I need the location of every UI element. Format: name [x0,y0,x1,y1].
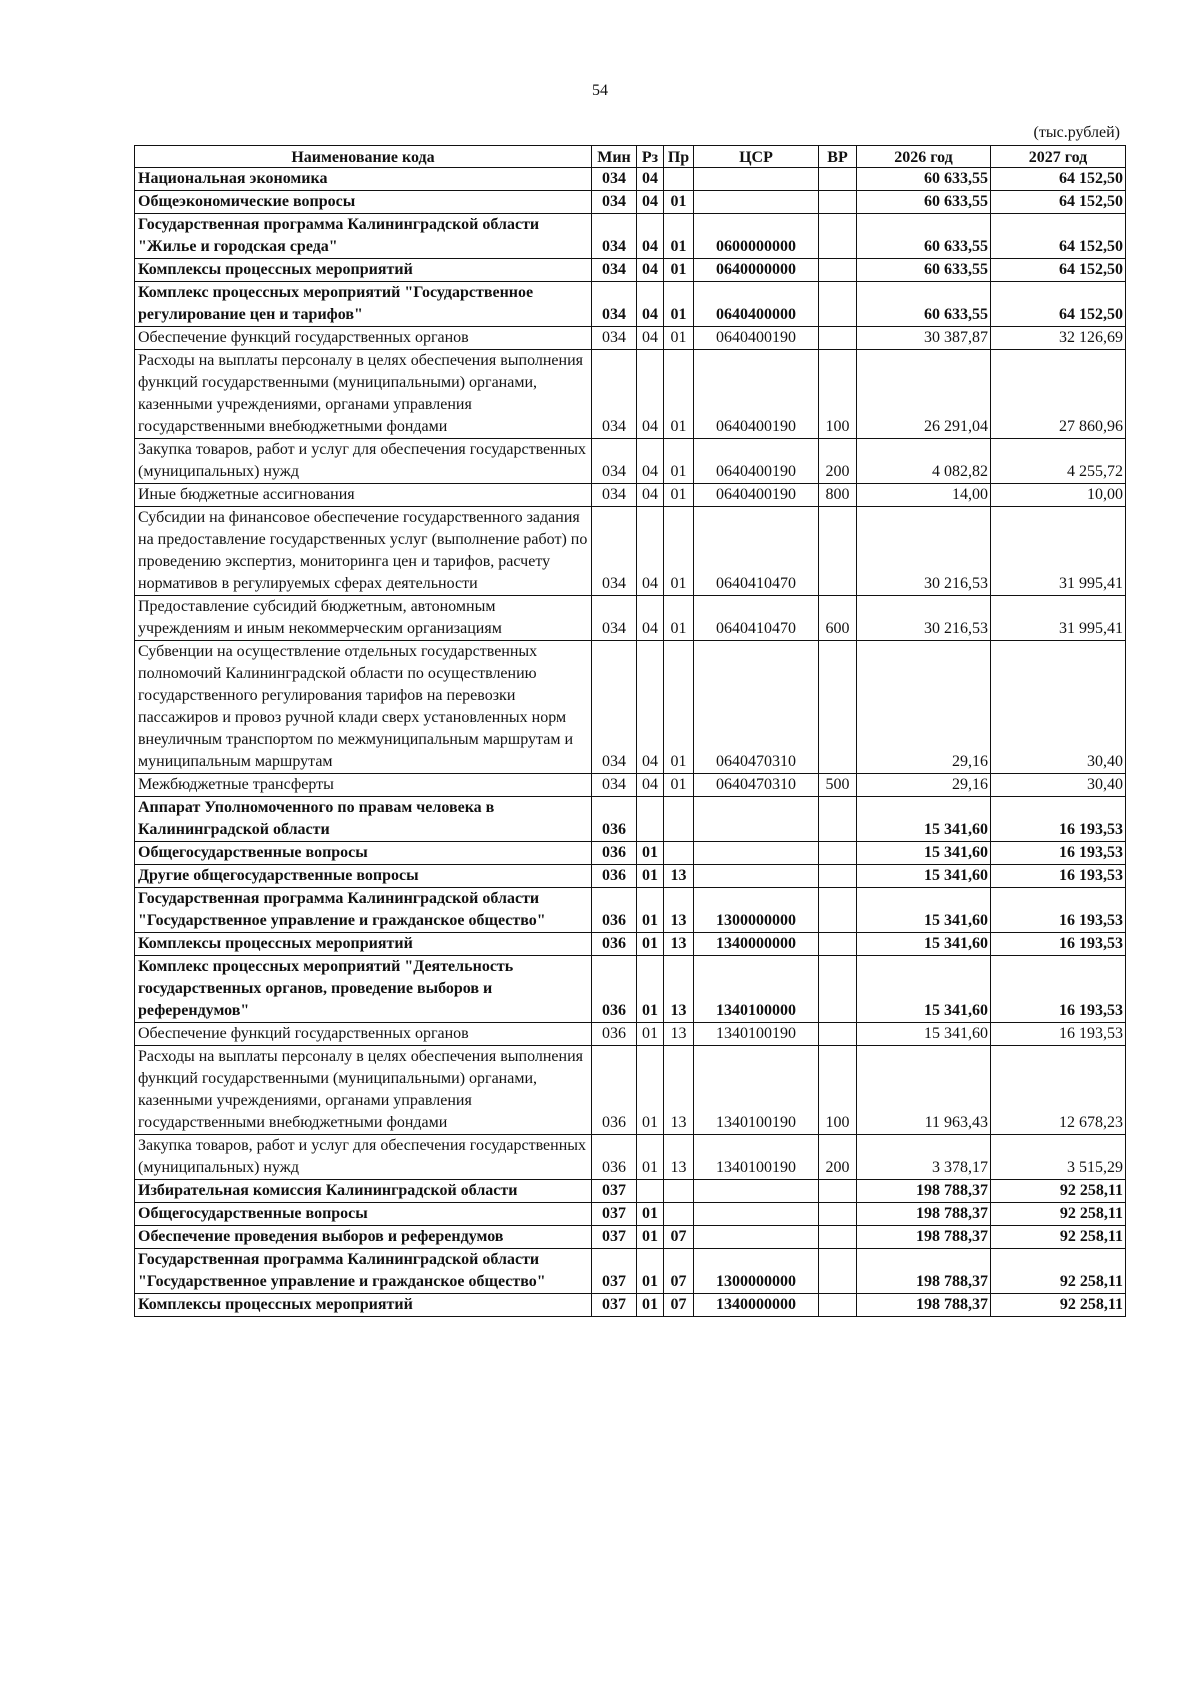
cell-csr: 0640400190 [694,484,819,507]
cell-2027: 16 193,53 [991,956,1126,1023]
cell-pr: 01 [664,484,694,507]
cell-rz: 01 [637,842,664,865]
cell-csr: 1340100000 [694,956,819,1023]
cell-2027: 92 258,11 [991,1180,1126,1203]
cell-min: 036 [592,1135,637,1180]
cell-name: Субсидии на финансовое обеспечение государственного задания на предоставление государственных услуг (выполнение работ) по проведению экспертиз, мониторинга цен и тарифов, расчету нормативов в регулируемых сферах деятельности [135,507,592,596]
cell-rz: 04 [637,484,664,507]
cell-vr [819,1023,857,1046]
cell-vr: 200 [819,439,857,484]
cell-csr [694,797,819,842]
cell-csr: 1300000000 [694,1249,819,1294]
table-body [135,168,1126,1317]
cell-rz: 04 [637,191,664,214]
cell-min: 036 [592,888,637,933]
cell-csr: 1340000000 [694,1294,819,1317]
table-row [135,596,1126,641]
cell-min: 034 [592,214,637,259]
cell-min: 037 [592,1180,637,1203]
table-row [135,350,1126,439]
cell-min: 036 [592,842,637,865]
cell-pr: 01 [664,439,694,484]
cell-rz: 04 [637,327,664,350]
table-row [135,641,1126,774]
cell-pr: 13 [664,956,694,1023]
cell-2027: 30,40 [991,641,1126,774]
cell-vr [819,507,857,596]
cell-min: 036 [592,1046,637,1135]
cell-name: Закупка товаров, работ и услуг для обеспечения государственных (муниципальных) нужд [135,1135,592,1180]
cell-rz: 01 [637,865,664,888]
cell-vr: 600 [819,596,857,641]
cell-csr: 1300000000 [694,888,819,933]
table-row [135,1203,1126,1226]
cell-2026: 3 378,17 [857,1135,991,1180]
table-row [135,1226,1126,1249]
cell-pr: 07 [664,1226,694,1249]
cell-vr [819,1294,857,1317]
table-row [135,1294,1126,1317]
cell-csr: 0640470310 [694,774,819,797]
cell-rz: 01 [637,1046,664,1135]
cell-pr: 13 [664,933,694,956]
cell-min: 037 [592,1226,637,1249]
cell-rz [637,797,664,842]
cell-pr: 01 [664,350,694,439]
cell-name: Государственная программа Калининградской области "Государственное управление и гражданское общество" [135,888,592,933]
cell-rz: 04 [637,596,664,641]
cell-pr: 13 [664,1135,694,1180]
cell-pr: 13 [664,1023,694,1046]
cell-csr: 0600000000 [694,214,819,259]
cell-name: Государственная программа Калининградской области "Жилье и городская среда" [135,214,592,259]
cell-2027: 3 515,29 [991,1135,1126,1180]
cell-2027: 16 193,53 [991,933,1126,956]
cell-rz: 01 [637,1249,664,1294]
cell-name: Иные бюджетные ассигнования [135,484,592,507]
cell-name: Аппарат Уполномоченного по правам человека в Калининградской области [135,797,592,842]
cell-rz: 01 [637,933,664,956]
cell-min: 034 [592,484,637,507]
table-row [135,168,1126,191]
cell-min: 036 [592,956,637,1023]
cell-2026: 30 216,53 [857,507,991,596]
cell-2027: 4 255,72 [991,439,1126,484]
cell-pr: 07 [664,1294,694,1317]
cell-2026: 60 633,55 [857,259,991,282]
cell-pr: 13 [664,1046,694,1135]
cell-rz: 04 [637,774,664,797]
cell-vr [819,282,857,327]
header-csr: ЦСР [694,146,819,168]
cell-csr [694,1226,819,1249]
cell-rz [637,1180,664,1203]
page-number: 54 [592,82,608,99]
cell-vr: 500 [819,774,857,797]
cell-name: Общегосударственные вопросы [135,1203,592,1226]
cell-csr: 0640400190 [694,350,819,439]
table-header-row [135,146,1126,168]
cell-vr [819,1203,857,1226]
table-row [135,774,1126,797]
table-row [135,439,1126,484]
cell-csr: 0640410470 [694,507,819,596]
cell-vr [819,888,857,933]
table-row [135,484,1126,507]
cell-name: Комплекс процессных мероприятий "Государственное регулирование цен и тарифов" [135,282,592,327]
cell-rz: 04 [637,507,664,596]
cell-2026: 15 341,60 [857,888,991,933]
cell-2026: 15 341,60 [857,842,991,865]
cell-min: 036 [592,865,637,888]
cell-vr [819,168,857,191]
cell-pr: 01 [664,214,694,259]
cell-name: Обеспечение функций государственных органов [135,1023,592,1046]
cell-2026: 198 788,37 [857,1249,991,1294]
cell-vr: 200 [819,1135,857,1180]
cell-min: 034 [592,596,637,641]
cell-2027: 16 193,53 [991,865,1126,888]
table-row [135,956,1126,1023]
cell-2026: 11 963,43 [857,1046,991,1135]
cell-2027: 31 995,41 [991,507,1126,596]
cell-2027: 32 126,69 [991,327,1126,350]
table-row [135,933,1126,956]
cell-min: 037 [592,1294,637,1317]
cell-pr [664,1180,694,1203]
cell-name: Обеспечение проведения выборов и референдумов [135,1226,592,1249]
cell-csr [694,865,819,888]
cell-rz: 01 [637,1023,664,1046]
cell-2027: 16 193,53 [991,842,1126,865]
cell-2026: 198 788,37 [857,1180,991,1203]
cell-vr [819,797,857,842]
cell-vr [819,259,857,282]
cell-name: Предоставление субсидий бюджетным, автономным учреждениям и иным некоммерческим организациям [135,596,592,641]
cell-csr [694,1203,819,1226]
cell-2026: 15 341,60 [857,797,991,842]
cell-2027: 92 258,11 [991,1203,1126,1226]
table-row [135,797,1126,842]
cell-name: Государственная программа Калининградской области "Государственное управление и гражданское общество" [135,1249,592,1294]
table-row [135,1046,1126,1135]
cell-2027: 64 152,50 [991,191,1126,214]
cell-2026: 4 082,82 [857,439,991,484]
header-pr: Пр [664,146,694,168]
cell-min: 034 [592,350,637,439]
cell-2027: 27 860,96 [991,350,1126,439]
cell-2027: 64 152,50 [991,168,1126,191]
cell-csr: 0640410470 [694,596,819,641]
cell-rz: 01 [637,1226,664,1249]
cell-min: 034 [592,191,637,214]
cell-rz: 04 [637,282,664,327]
cell-csr: 1340000000 [694,933,819,956]
cell-name: Общегосударственные вопросы [135,842,592,865]
cell-min: 034 [592,774,637,797]
cell-2026: 29,16 [857,641,991,774]
cell-2027: 16 193,53 [991,1023,1126,1046]
cell-2026: 60 633,55 [857,191,991,214]
cell-name: Другие общегосударственные вопросы [135,865,592,888]
table-row [135,888,1126,933]
cell-csr [694,191,819,214]
cell-csr [694,842,819,865]
cell-2027: 30,40 [991,774,1126,797]
cell-name: Закупка товаров, работ и услуг для обеспечения государственных (муниципальных) нужд [135,439,592,484]
cell-csr: 0640400190 [694,439,819,484]
cell-csr: 0640470310 [694,641,819,774]
cell-2027: 64 152,50 [991,214,1126,259]
cell-min: 034 [592,282,637,327]
cell-name: Общеэкономические вопросы [135,191,592,214]
units-label: (тыс.рублей) [1033,124,1120,141]
cell-min: 037 [592,1203,637,1226]
cell-name: Расходы на выплаты персоналу в целях обеспечения выполнения функций государственными (муниципальными) органами, казенными учреждениями, органами управления государственными внебюджетными фондами [135,350,592,439]
cell-min: 036 [592,933,637,956]
cell-min: 034 [592,259,637,282]
cell-vr [819,327,857,350]
cell-name: Обеспечение функций государственных органов [135,327,592,350]
cell-vr [819,1226,857,1249]
cell-csr: 1340100190 [694,1046,819,1135]
table-row [135,327,1126,350]
cell-pr [664,168,694,191]
cell-rz: 01 [637,888,664,933]
cell-vr: 100 [819,1046,857,1135]
cell-2027: 16 193,53 [991,888,1126,933]
cell-csr [694,1180,819,1203]
cell-csr: 0640000000 [694,259,819,282]
header-min: Мин [592,146,637,168]
cell-2026: 15 341,60 [857,1023,991,1046]
cell-csr [694,168,819,191]
header-2027: 2027 год [991,146,1126,168]
cell-min: 034 [592,507,637,596]
cell-vr [819,865,857,888]
cell-pr [664,797,694,842]
cell-name: Избирательная комиссия Калининградской области [135,1180,592,1203]
cell-2027: 12 678,23 [991,1046,1126,1135]
cell-rz: 01 [637,1135,664,1180]
budget-table [134,145,1126,1317]
cell-2026: 15 341,60 [857,956,991,1023]
cell-pr: 01 [664,596,694,641]
cell-min: 036 [592,1023,637,1046]
cell-2026: 14,00 [857,484,991,507]
cell-name: Комплекс процессных мероприятий "Деятельность государственных органов, проведение выборов и референдумов" [135,956,592,1023]
cell-2027: 31 995,41 [991,596,1126,641]
cell-2026: 15 341,60 [857,865,991,888]
table-row [135,842,1126,865]
header-vr: ВР [819,146,857,168]
cell-name: Национальная экономика [135,168,592,191]
cell-pr: 01 [664,507,694,596]
cell-rz: 04 [637,168,664,191]
cell-name: Комплексы процессных мероприятий [135,259,592,282]
cell-2027: 10,00 [991,484,1126,507]
cell-min: 034 [592,327,637,350]
cell-pr: 01 [664,774,694,797]
table-row [135,1249,1126,1294]
cell-2026: 15 341,60 [857,933,991,956]
cell-2027: 16 193,53 [991,797,1126,842]
table-row [135,214,1126,259]
cell-2026: 26 291,04 [857,350,991,439]
cell-rz: 04 [637,259,664,282]
cell-csr: 0640400190 [694,327,819,350]
cell-rz: 01 [637,1203,664,1226]
cell-2026: 60 633,55 [857,282,991,327]
cell-2026: 30 387,87 [857,327,991,350]
cell-min: 034 [592,641,637,774]
cell-min: 036 [592,797,637,842]
cell-csr: 0640400000 [694,282,819,327]
table-row [135,259,1126,282]
cell-2026: 29,16 [857,774,991,797]
cell-rz: 04 [637,641,664,774]
cell-2026: 198 788,37 [857,1294,991,1317]
table-row [135,1135,1126,1180]
header-rz: Рз [637,146,664,168]
cell-rz: 04 [637,214,664,259]
cell-rz: 01 [637,1294,664,1317]
cell-vr [819,842,857,865]
cell-2026: 60 633,55 [857,168,991,191]
cell-pr: 13 [664,865,694,888]
table-row [135,865,1126,888]
cell-2027: 92 258,11 [991,1294,1126,1317]
cell-name: Межбюджетные трансферты [135,774,592,797]
table-row [135,191,1126,214]
cell-pr: 01 [664,282,694,327]
cell-pr: 01 [664,259,694,282]
header-2026: 2026 год [857,146,991,168]
cell-vr [819,956,857,1023]
table-row [135,1180,1126,1203]
cell-name: Субвенции на осуществление отдельных государственных полномочий Калининградской области по осуществлению государственного регулирования тарифов на перевозки пассажиров и провоз ручной клади сверх установленных норм внеуличным транспортом по межмуниципальным маршрутам и муниципальным маршрутам [135,641,592,774]
cell-name: Расходы на выплаты персоналу в целях обеспечения выполнения функций государственными (муниципальными) органами, казенными учреждениями, органами управления государственными внебюджетными фондами [135,1046,592,1135]
cell-2027: 92 258,11 [991,1249,1126,1294]
cell-pr: 01 [664,327,694,350]
cell-2027: 64 152,50 [991,282,1126,327]
cell-vr: 100 [819,350,857,439]
table-row [135,1023,1126,1046]
cell-vr [819,1249,857,1294]
cell-vr [819,191,857,214]
cell-min: 034 [592,168,637,191]
cell-2027: 64 152,50 [991,259,1126,282]
cell-csr: 1340100190 [694,1135,819,1180]
cell-vr: 800 [819,484,857,507]
cell-vr [819,1180,857,1203]
table-row [135,282,1126,327]
cell-pr [664,842,694,865]
header-name: Наименование кода [135,146,592,168]
cell-vr [819,641,857,774]
cell-min: 037 [592,1249,637,1294]
cell-pr: 13 [664,888,694,933]
cell-2026: 30 216,53 [857,596,991,641]
cell-min: 034 [592,439,637,484]
cell-pr: 07 [664,1249,694,1294]
cell-vr [819,933,857,956]
cell-2026: 60 633,55 [857,214,991,259]
cell-rz: 04 [637,350,664,439]
cell-rz: 04 [637,439,664,484]
cell-pr [664,1203,694,1226]
cell-rz: 01 [637,956,664,1023]
cell-2027: 92 258,11 [991,1226,1126,1249]
cell-pr: 01 [664,191,694,214]
cell-2026: 198 788,37 [857,1203,991,1226]
cell-2026: 198 788,37 [857,1226,991,1249]
cell-name: Комплексы процессных мероприятий [135,933,592,956]
cell-vr [819,214,857,259]
cell-csr: 1340100190 [694,1023,819,1046]
cell-name: Комплексы процессных мероприятий [135,1294,592,1317]
cell-pr: 01 [664,641,694,774]
table-row [135,507,1126,596]
